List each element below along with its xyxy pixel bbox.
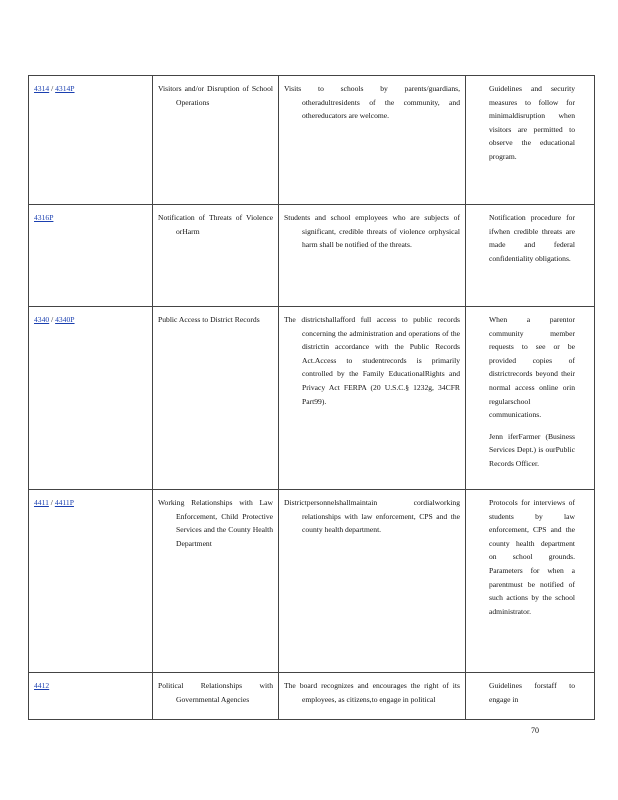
topic-cell — [153, 76, 279, 205]
list-item — [471, 496, 589, 618]
note-text: Protocols for interviews of students by law enforcement, CPS and the county health department on school grounds. Parameters for when a parentmust be notified of such actions by the school administrator. — [489, 498, 575, 616]
description-cell — [279, 76, 466, 205]
topic-text: Public Access to District Records — [158, 315, 260, 324]
bullet-icon — [471, 211, 489, 265]
description-text: Districtpersonnelshallmaintain cordialworking relationships with law enforcement, CPS and the county health department. — [284, 498, 460, 535]
description-text: Students and school employees who are subjects of significant, credible threats of violence orphysical harm shall be notified of the threats. — [284, 213, 460, 250]
description-cell — [279, 673, 466, 720]
topic-text: Working Relationships with Law Enforcement, Child Protective Services and the County Health Department — [158, 498, 273, 548]
description-text: Visits to schools by parents/guardians, otheradultresidents of the community, and othereducators are welcome. — [284, 84, 460, 121]
list-item — [471, 679, 589, 706]
notes-cell — [466, 205, 595, 307]
notes-cell — [466, 490, 595, 673]
note-text: When a parentor community member requests to see or be provided copies of districtrecords beyond their normal access online orin regularschool communications. — [489, 315, 575, 420]
policy-number-cell: 4314 / 4314P — [29, 76, 153, 205]
note-text: Notification procedure for ifwhen credible threats are made and federal confidentiality obligations. — [489, 213, 575, 263]
description-cell — [279, 490, 466, 673]
topic-text: Political Relationships with Governmental Agencies — [158, 681, 273, 704]
topic-text: Notification of Threats of Violence orHarm — [158, 213, 273, 236]
note-text: Guidelines and security measures to follow for minimaldisruption when visitors are permitted to observe the educational program. — [489, 84, 575, 161]
policy-procedure-link[interactable]: 4340P — [55, 315, 75, 324]
policy-procedure-link[interactable]: 4316P — [34, 213, 54, 222]
note-text: Jenn iferFarmer (Business Services Dept.) is ourPublic Records Officer. — [489, 431, 575, 468]
notes-cell — [466, 76, 595, 205]
policy-number-cell: 4411 / 4411P — [29, 490, 153, 673]
topic-text: Visitors and/or Disruption of School Operations — [158, 84, 273, 107]
policy-link[interactable]: 4340 — [34, 315, 50, 324]
list-item — [471, 82, 589, 164]
policy-procedure-link[interactable]: 4411P — [54, 498, 74, 507]
table-row — [29, 76, 595, 205]
table-row — [29, 205, 595, 307]
description-text: The districtshallafford full access to public records concerning the administration and operations of the districtin accordance with the Public Records Act.Access to studentrecords is primarily controlled by the Family EducationalRights and Privacy Act FERPA (20 U.S.C.§ 1232g, 34CFR Part99). — [284, 315, 460, 406]
policy-link[interactable]: 4411 — [34, 498, 49, 507]
notes-cell — [466, 673, 595, 720]
policy-link[interactable]: 4314 — [34, 84, 50, 93]
description-cell — [279, 205, 466, 307]
topic-cell — [153, 673, 279, 720]
bullet-icon — [471, 679, 489, 706]
list-item — [471, 313, 589, 422]
description-text: The board recognizes and encourages the right of its employees, as citizens,to engage in political — [284, 681, 460, 704]
policy-table — [28, 75, 595, 720]
topic-cell — [153, 307, 279, 490]
policy-link[interactable]: 4412 — [34, 681, 50, 690]
bullet-icon — [471, 82, 489, 164]
notes-cell — [466, 307, 595, 490]
page-number: 70 — [531, 726, 539, 735]
table-row — [29, 673, 595, 720]
bullet-icon — [471, 430, 489, 471]
topic-cell — [153, 205, 279, 307]
list-item — [471, 430, 589, 471]
bullet-icon — [471, 496, 489, 618]
topic-cell — [153, 490, 279, 673]
list-item — [471, 211, 589, 265]
bullet-icon — [471, 313, 489, 422]
policy-procedure-link[interactable]: 4314P — [55, 84, 75, 93]
policy-number-cell — [29, 205, 153, 307]
policy-number-cell: 4340 / 4340P — [29, 307, 153, 490]
policy-number-cell — [29, 673, 153, 720]
table-row — [29, 307, 595, 490]
description-cell — [279, 307, 466, 490]
note-text: Guidelines forstaff to engage in — [489, 681, 575, 704]
table-row — [29, 490, 595, 673]
